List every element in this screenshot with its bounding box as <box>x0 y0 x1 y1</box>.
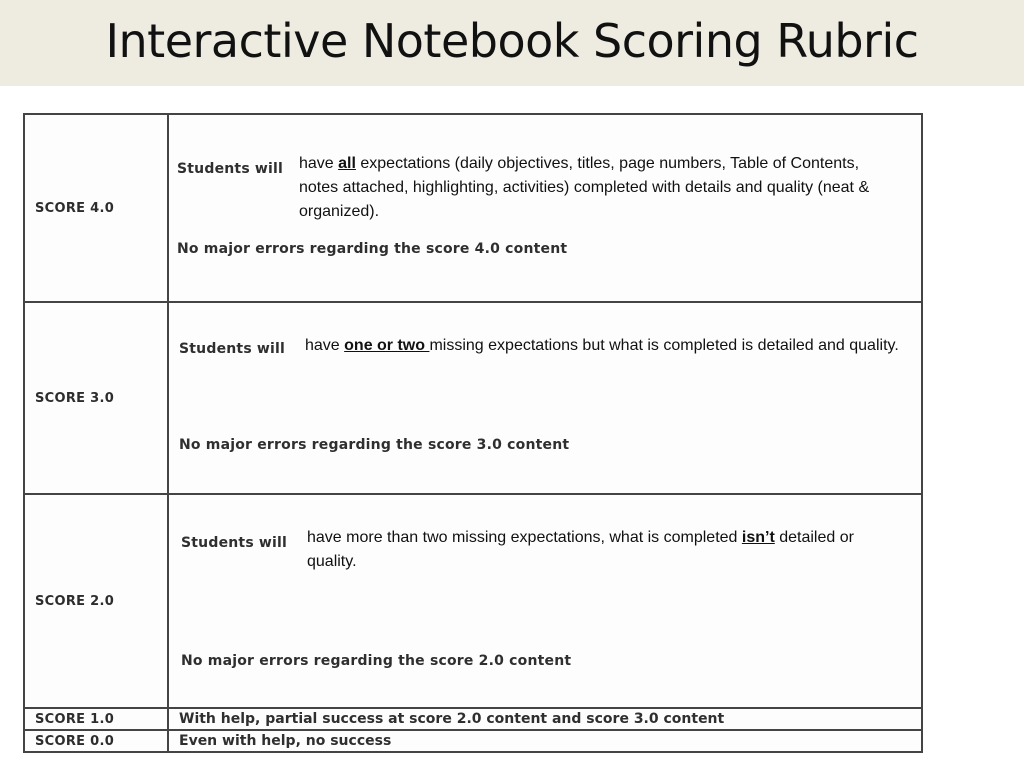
rubric-row-score-0 <box>24 730 922 752</box>
rubric-row-score-3 <box>24 302 922 494</box>
score-description: With help, partial success at score 2.0 content and score 3.0 content <box>168 708 922 730</box>
no-major-errors-text: No major errors regarding the score 4.0 content <box>177 241 568 257</box>
score-label: SCORE 3.0 <box>24 302 168 494</box>
description-text: missing expectations but what is completed is detailed and quality. <box>429 337 899 354</box>
score-content <box>168 114 922 302</box>
score-label: SCORE 4.0 <box>24 114 168 302</box>
description-text: expectations (daily objectives, titles, page numbers, Table of Contents, notes attached, highlighting, activities) completed with details and quality (neat & organized). <box>299 155 870 220</box>
description-text: have <box>305 337 345 354</box>
students-will-label: Students will <box>179 341 286 357</box>
rubric-scan <box>23 113 923 755</box>
expectation-description <box>299 152 899 224</box>
description-emphasis: isn’t <box>741 529 775 546</box>
rubric-row-score-2 <box>24 494 922 708</box>
expectation-description <box>307 526 907 574</box>
rubric-row-score-1 <box>24 708 922 730</box>
score-description: Even with help, no success <box>168 730 922 752</box>
score-label: SCORE 1.0 <box>24 708 168 730</box>
score-label: SCORE 0.0 <box>24 730 168 752</box>
description-text: have more than two missing expectations, what is completed <box>307 529 742 546</box>
slide-title: Interactive Notebook Scoring Rubric <box>105 14 919 68</box>
expectation-description <box>305 334 905 358</box>
rubric-table <box>23 113 923 753</box>
students-will-label: Students will <box>181 535 288 551</box>
no-major-errors-text: No major errors regarding the score 3.0 content <box>179 437 570 453</box>
students-will-label: Students will <box>177 161 284 177</box>
description-emphasis: one or two <box>344 337 430 354</box>
description-text: have <box>299 155 339 172</box>
score-label: SCORE 2.0 <box>24 494 168 708</box>
no-major-errors-text: No major errors regarding the score 2.0 content <box>181 653 572 669</box>
description-emphasis: all <box>338 155 356 172</box>
score-content <box>168 302 922 494</box>
score-content <box>168 494 922 708</box>
description-text: detailed or quality. <box>307 529 854 570</box>
rubric-row-score-4 <box>24 114 922 302</box>
